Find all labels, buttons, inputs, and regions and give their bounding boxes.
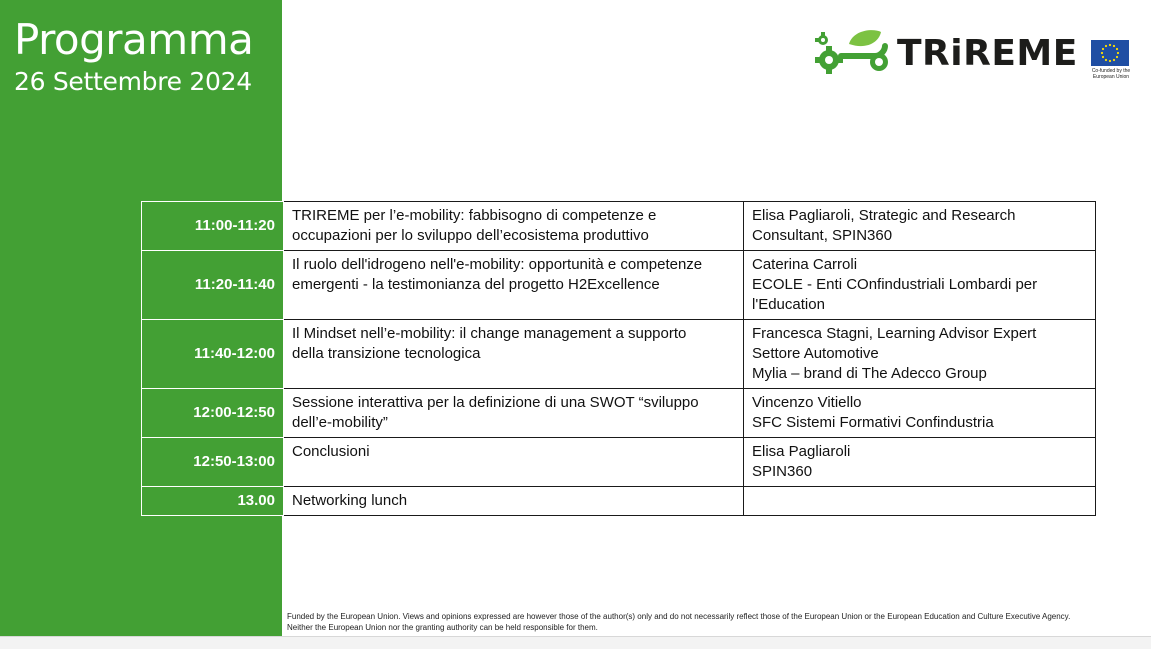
- trireme-logo: [815, 26, 1135, 82]
- speaker-line: Elisa Pagliaroli, Strategic and Research: [752, 207, 1016, 224]
- disclaimer-line-1: Funded by the European Union. Views and opinions expressed are however those of the author(s) only and do not necessarily reflect those of the European Union or the European Education and Culture Executive Agency.: [287, 612, 1071, 621]
- agenda-topic: [284, 320, 744, 389]
- agenda-speaker: [744, 487, 1096, 516]
- speaker-line: SPIN360: [752, 463, 813, 480]
- speaker-line: Francesca Stagni, Learning Advisor Expert: [752, 325, 1037, 342]
- agenda-row: [142, 438, 1096, 487]
- agenda-time: 11:00-11:20: [142, 202, 284, 251]
- agenda-time: 12:00-12:50: [142, 389, 284, 438]
- brand-name: TRiREME: [897, 33, 1078, 74]
- gear-car-icon: [815, 26, 895, 82]
- bottom-strip: [0, 636, 1151, 649]
- topic-line: TRIREME per l’e-mobility: fabbisogno di competenze e: [292, 207, 657, 224]
- agenda-row: [142, 487, 1096, 516]
- speaker-line: Vincenzo Vitiello: [752, 394, 862, 411]
- topic-line: emergenti - la testimonianza del progetto H2Excellence: [292, 276, 660, 293]
- speaker-line: ECOLE - Enti COnfindustriali Lombardi per: [752, 276, 1038, 293]
- agenda-speaker: [744, 251, 1096, 320]
- eu-caption: Co-funded by the European Union: [1091, 68, 1131, 80]
- speaker-line: SFC Sistemi Formativi Confindustria: [752, 414, 994, 431]
- speaker-line: Elisa Pagliaroli: [752, 443, 851, 460]
- agenda-time: 13.00: [142, 487, 284, 516]
- agenda-row: [142, 251, 1096, 320]
- topic-line: Networking lunch: [292, 492, 408, 509]
- speaker-line: Settore Automotive: [752, 345, 879, 362]
- agenda-time: 12:50-13:00: [142, 438, 284, 487]
- event-date: 26 Settembre 2024: [14, 67, 252, 96]
- agenda-speaker: [744, 389, 1096, 438]
- agenda-speaker: [744, 320, 1096, 389]
- agenda-time: 11:40-12:00: [142, 320, 284, 389]
- eu-flag-icon: [1091, 40, 1129, 66]
- topic-line: occupazioni per lo sviluppo dell’ecosistema produttivo: [292, 227, 649, 244]
- agenda-row: [142, 202, 1096, 251]
- speaker-line: Caterina Carroli: [752, 256, 858, 273]
- topic-line: dell’e-mobility”: [292, 414, 388, 431]
- agenda-topic: [284, 251, 744, 320]
- agenda-row: [142, 320, 1096, 389]
- agenda-time: 11:20-11:40: [142, 251, 284, 320]
- agenda-speaker: [744, 438, 1096, 487]
- agenda-table: [141, 201, 1096, 516]
- page-title: Programma: [14, 15, 254, 64]
- funding-disclaimer: [287, 611, 1147, 633]
- speaker-line: Mylia – brand di The Adecco Group: [752, 365, 987, 382]
- topic-line: Conclusioni: [292, 443, 370, 460]
- topic-line: Il ruolo dell'idrogeno nell'e-mobility: opportunità e competenze: [292, 256, 703, 273]
- topic-line: della transizione tecnologica: [292, 345, 481, 362]
- agenda-topic: [284, 438, 744, 487]
- agenda-topic: [284, 389, 744, 438]
- topic-line: Il Mindset nell’e-mobility: il change management a supporto: [292, 325, 687, 342]
- agenda-topic: [284, 202, 744, 251]
- speaker-line: l'Education: [752, 296, 825, 313]
- disclaimer-line-2: Neither the European Union nor the granting authority can be held responsible for them.: [287, 623, 598, 632]
- agenda-topic: [284, 487, 744, 516]
- topic-line: Sessione interattiva per la definizione di una SWOT “sviluppo: [292, 394, 699, 411]
- speaker-line: Consultant, SPIN360: [752, 227, 893, 244]
- agenda-speaker: [744, 202, 1096, 251]
- agenda-row: [142, 389, 1096, 438]
